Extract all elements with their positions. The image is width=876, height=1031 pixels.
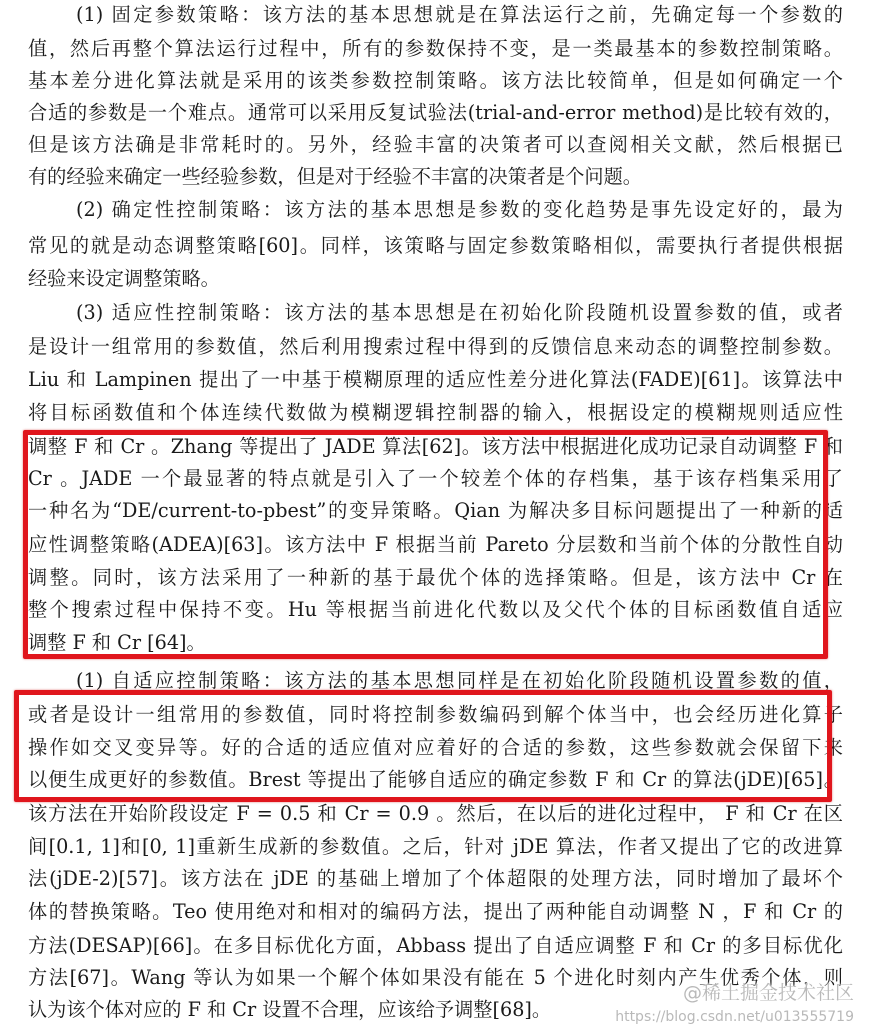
text-line: 基本差分进化算法就是采用的该类参数控制策略。该方法比较简单，但是如何确定一个 xyxy=(28,69,843,92)
text-line: 整个搜索过程中保持不变。Hu 等根据当前进化代数以及父代个体的目标函数值自适应 xyxy=(28,598,843,621)
text-line: (3) 适应性控制策略：该方法的基本思想是在初始化阶段随机设置参数的值，或者 xyxy=(76,301,843,324)
text-line: 值，然后再整个算法运行过程中，所有的参数保持不变，是一类最基本的参数控制策略。 xyxy=(28,37,843,60)
text-line: 但是该方法确是非常耗时的。另外，经验丰富的决策者可以查阅相关文献，然后根据已 xyxy=(28,133,843,156)
text-line: (2) 确定性控制策略：该方法的基本思想是参数的变化趋势是事先设定好的，最为 xyxy=(76,198,843,221)
text-line: 以便生成更好的参数值。Brest 等提出了能够自适应的确定参数 F 和 Cr 的算法(jDE)[65]。 xyxy=(28,768,843,791)
text-line: Cr 。JADE 一个最显著的特点就是引入了一个较差个体的存档集，基于该存档集采用了 xyxy=(28,467,843,490)
text-line: 经验来设定调整策略。 xyxy=(28,267,220,290)
text-line: 一种名为“DE/current-to-pbest”的变异策略。Qian 为解决多目标问题提出了一种新的适 xyxy=(28,499,843,522)
text-line: 法(jDE-2)[57]。该方法在 jDE 的基础上增加了个体超限的处理方法，同时增加了最坏个 xyxy=(28,867,843,890)
text-line: 该方法在开始阶段设定 F = 0.5 和 Cr = 0.9 。然后，在以后的进化过程中， F 和 Cr 在区 xyxy=(28,802,843,825)
text-line: 常见的就是动态调整策略[60]。同样，该策略与固定参数策略相似，需要执行者提供根据 xyxy=(28,234,843,257)
text-line: 调整 F 和 Cr 。Zhang 等提出了 JADE 算法[62]。该方法中根据进化成功记录自动调整 F 和 xyxy=(28,435,843,458)
highlight-box-adaptive xyxy=(23,430,828,659)
text-line: (1) 自适应控制策略：该方法的基本思想同样是在初始化阶段随机设置参数的值， xyxy=(76,669,843,692)
text-line: 应性调整策略(ADEA)[63]。该方法中 F 根据当前 Pareto 分层数和当前个体的分散性自动 xyxy=(28,533,843,556)
text-line: 认为该个体对应的 F 和 Cr 设置不合理，应该给予调整[68]。 xyxy=(28,998,552,1021)
text-line: 方法[67]。Wang 等认为如果一个解个体如果没有能在 5 个进化时刻内产生优秀个体，则 xyxy=(28,966,843,989)
text-line: 操作如交叉变异等。好的合适的适应值对应着好的合适的参数，这些参数就会保留下来 xyxy=(28,736,843,759)
watermark-brand: @稀土掘金技术社区 xyxy=(682,982,854,1004)
text-line: 或者是设计一组常用的参数值，同时将控制参数编码到解个体当中，也会经历进化算子 xyxy=(28,703,843,726)
text-line: 合适的参数是一个难点。通常可以采用反复试验法(trial-and-error method)是比较有效的， xyxy=(28,101,843,124)
text-line: 将目标函数值和个体连续代数做为模糊逻辑控制器的输入，根据设定的模糊规则适应性 xyxy=(28,401,843,424)
text-line: 体的替换策略。Teo 使用绝对和相对的编码方法，提出了两种能自动调整 N ，F 和 Cr 的 xyxy=(28,900,843,923)
text-line: 调整。同时，该方法采用了一种新的基于最优个体的选择策略。但是，该方法中 Cr 在 xyxy=(28,566,843,589)
text-line: 调整 F 和 Cr [64]。 xyxy=(28,631,206,654)
text-line: Liu 和 Lampinen 提出了一中基于模糊原理的适应性差分进化算法(FADE)[61]。该算法中 xyxy=(28,368,843,391)
text-line: 是设计一组常用的参数值，然后利用搜索过程中得到的反馈信息来动态的调整控制参数。 xyxy=(28,335,843,358)
text-line: 有的经验来确定一些经验参数，但是对于经验不丰富的决策者是个问题。 xyxy=(28,165,642,188)
text-line: (1) 固定参数策略：该方法的基本思想就是在算法运行之前，先确定每一个参数的 xyxy=(76,3,843,26)
text-line: 间[0.1, 1]和[0, 1]重新生成新的参数值。之后，针对 jDE 算法，作者又提出了它的改进算 xyxy=(28,835,843,858)
highlight-box-self-adaptive xyxy=(14,690,832,802)
text-line: 方法(DESAP)[66]。在多目标优化方面，Abbass 提出了自适应调整 F 和 Cr 的多目标优化 xyxy=(28,934,843,957)
watermark-url: https://blog.csdn.net/u013555719 xyxy=(615,1009,854,1025)
